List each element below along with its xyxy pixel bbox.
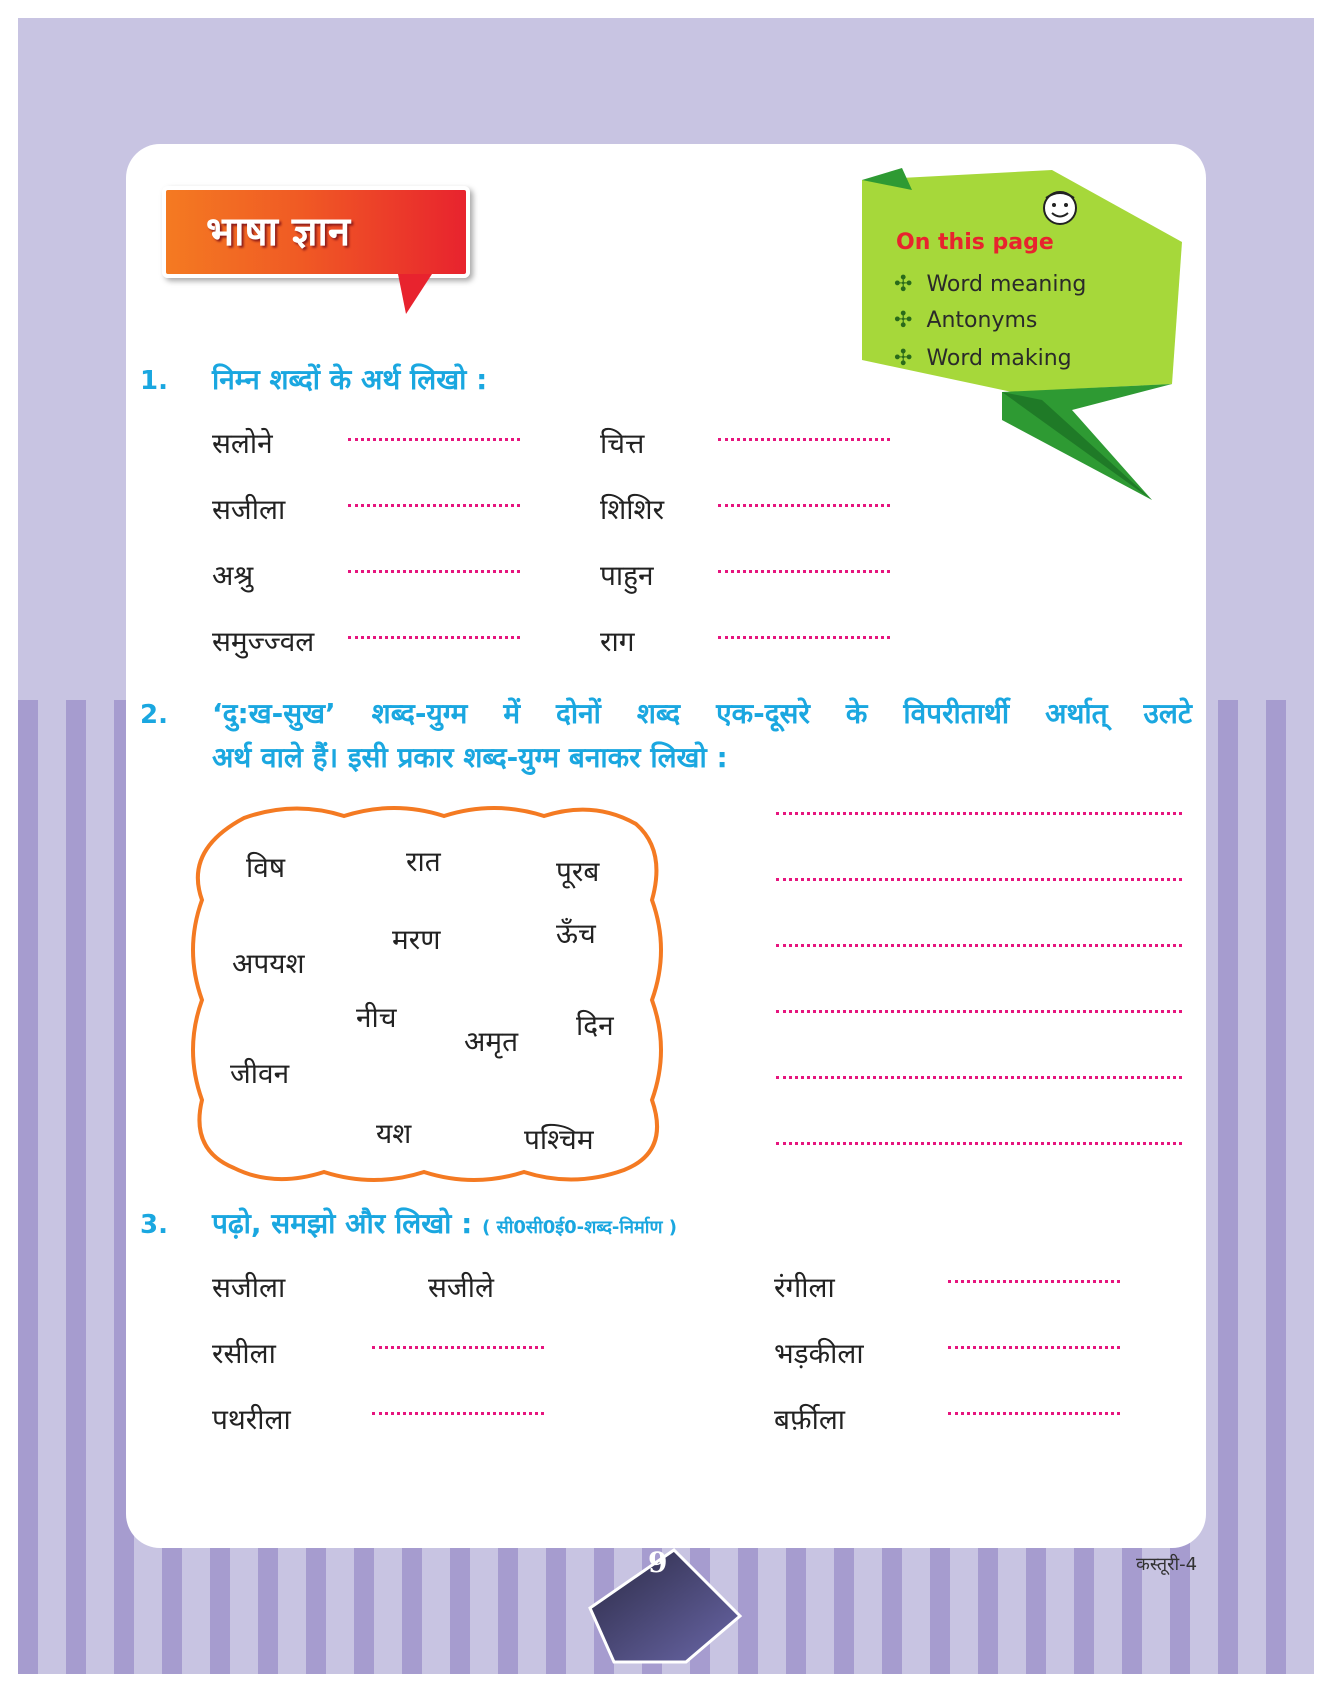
cloud-word: अमृत (464, 1025, 519, 1058)
q3-word: पथरीला (212, 1403, 291, 1436)
q1-word: चित्त (600, 427, 645, 460)
q1-word: सलोने (212, 427, 273, 460)
cloud-word: रात (406, 845, 441, 878)
cloud-word: नीच (356, 1001, 397, 1034)
on-this-page-item: ✣ Word making (894, 346, 1072, 371)
on-this-page-item: ✣ Antonyms (894, 308, 1038, 333)
q1-word: सजीला (212, 493, 286, 526)
answer-line[interactable] (348, 570, 520, 573)
answer-line[interactable] (948, 1280, 1120, 1283)
cloud-word: पश्चिम (524, 1123, 594, 1156)
cloud-word: यश (376, 1117, 412, 1150)
answer-line[interactable] (776, 944, 1182, 947)
answer-line[interactable] (372, 1346, 544, 1349)
answer-line[interactable] (776, 1076, 1182, 1079)
cloud-word: पूरब (556, 855, 600, 888)
q3-word: भड़कीला (774, 1337, 864, 1370)
cloud-word: विष (246, 851, 286, 884)
cloud-word: ऊँच (556, 917, 596, 950)
question-1-number: 1. (140, 366, 168, 396)
answer-line[interactable] (348, 438, 520, 441)
answer-line[interactable] (372, 1412, 544, 1415)
answer-line[interactable] (776, 812, 1182, 815)
question-1-text: निम्न शब्दों के अर्थ लिखो : (212, 363, 488, 396)
bullet-icon: ✣ (894, 346, 913, 371)
section-banner (162, 186, 468, 318)
answer-line[interactable] (718, 636, 890, 639)
q1-word: पाहुन (600, 559, 654, 592)
answer-line[interactable] (718, 504, 890, 507)
answer-line[interactable] (948, 1346, 1120, 1349)
on-this-page-ribbon (852, 160, 1192, 510)
q3-word: सजीला (212, 1271, 286, 1304)
q3-example-answer: सजीले (428, 1271, 494, 1304)
answer-line[interactable] (348, 504, 520, 507)
smiley-face-icon (1044, 192, 1076, 224)
banner-box (162, 186, 470, 278)
footer-book-title: कस्तूरी-4 (1136, 1554, 1198, 1575)
answer-line[interactable] (776, 878, 1182, 881)
answer-line[interactable] (948, 1412, 1120, 1415)
question-2-number: 2. (140, 700, 168, 730)
q1-word: समुज्ज्वल (212, 625, 315, 658)
question-3-number: 3. (140, 1210, 168, 1240)
page-number: 9 (648, 1546, 668, 1579)
cloud-word: मरण (392, 923, 441, 956)
bullet-icon: ✣ (894, 308, 913, 333)
bullet-icon: ✣ (894, 272, 913, 297)
on-this-page-item: ✣ Word meaning (894, 272, 1087, 297)
q3-word: बर्फ़ीला (774, 1403, 846, 1436)
answer-line[interactable] (718, 438, 890, 441)
question-2-text-line-2: अर्थ वाले हैं। इसी प्रकार शब्द-युग्म बनाकर लिखो : (212, 741, 728, 774)
banner-title: भाषा ज्ञान (206, 209, 351, 255)
answer-line[interactable] (776, 1010, 1182, 1013)
q1-word: शिशिर (600, 493, 665, 526)
question-2-text-line-1: ‘दु:ख-सुख’ शब्द-युग्म में दोनों शब्द एक-दूसरे के विपरीतार्थी अर्थात् उलटे (212, 697, 1192, 730)
cloud-word: अपयश (232, 947, 305, 980)
cloud-word: दिन (576, 1009, 614, 1042)
on-this-page-title: On this page (896, 230, 1054, 255)
question-3-note: ( सी0सी0ई0-शब्द-निर्माण ) (482, 1217, 677, 1238)
q1-word: राग (600, 625, 635, 658)
q1-word: अश्रु (212, 559, 254, 592)
answer-line[interactable] (776, 1142, 1182, 1145)
answer-line[interactable] (348, 636, 520, 639)
banner-tail (398, 274, 432, 314)
cloud-word: जीवन (230, 1057, 290, 1090)
q3-word: रंगीला (774, 1271, 835, 1304)
question-3-text: पढ़ो, समझो और लिखो : ( सी0सी0ई0-शब्द-निर्माण ) (212, 1207, 677, 1240)
q3-word: रसीला (212, 1337, 276, 1370)
answer-line[interactable] (718, 570, 890, 573)
